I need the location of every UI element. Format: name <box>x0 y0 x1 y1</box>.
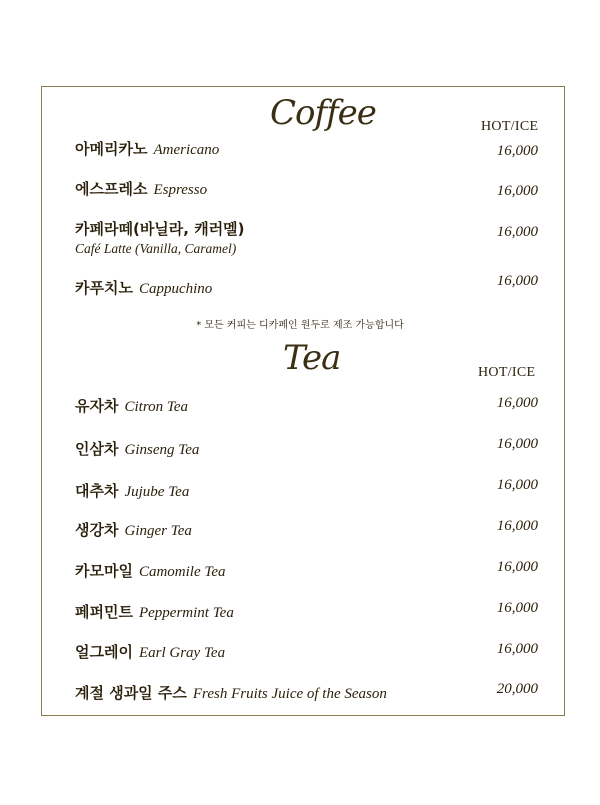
menu-item-jujube-tea <box>75 480 189 501</box>
item-price: 16,000 <box>496 559 538 575</box>
item-name-ko: 인삼차 <box>75 440 119 458</box>
menu-item-camomile-tea <box>75 560 226 581</box>
item-name-en: Cappuchino <box>138 281 213 297</box>
item-name-en: Ginseng Tea <box>124 442 200 458</box>
menu-item-earl-gray-tea <box>75 641 225 662</box>
item-price: 16,000 <box>496 395 538 411</box>
item-price: 16,000 <box>496 183 538 199</box>
item-name-en: Americano <box>153 142 220 158</box>
item-name-ko: 유자차 <box>75 397 119 415</box>
menu-item-cappuchino <box>75 277 212 298</box>
menu-item-espresso <box>75 178 207 199</box>
menu-item-americano <box>75 138 219 159</box>
item-price: 16,000 <box>496 518 538 534</box>
item-price: 16,000 <box>496 273 538 289</box>
item-name-ko: 아메리카노 <box>75 140 148 158</box>
coffee-column-header: HOT/ICE <box>481 119 539 134</box>
item-name-ko: 페퍼민트 <box>75 603 133 621</box>
coffee-heading-text: Coffee <box>270 93 376 133</box>
item-name-ko: 생강차 <box>75 521 119 539</box>
item-price: 16,000 <box>496 143 538 159</box>
item-name-ko: 카푸치노 <box>75 279 133 297</box>
menu-item-cafe-latte <box>75 218 245 257</box>
item-name-en: Earl Gray Tea <box>138 645 226 661</box>
item-name-en: Jujube Tea <box>124 484 190 500</box>
menu-item-fresh-juice <box>75 682 387 703</box>
item-name-ko: 계절 생과일 주스 <box>75 684 187 702</box>
item-name-en: Espresso <box>153 182 208 198</box>
item-price: 16,000 <box>496 477 538 493</box>
item-price: 16,000 <box>496 641 538 657</box>
item-name-en: Fresh Fruits Juice of the Season <box>192 686 387 702</box>
item-price: 16,000 <box>496 600 538 616</box>
item-name-en: Café Latte (Vanilla, Caramel) <box>75 241 237 256</box>
tea-heading-text: Tea <box>283 338 341 378</box>
menu-item-citron-tea <box>75 395 188 416</box>
tea-heading <box>283 338 340 378</box>
item-name-ko: 카모마일 <box>75 562 133 580</box>
coffee-heading <box>270 93 376 133</box>
item-name-ko: 에스프레소 <box>75 180 148 198</box>
item-name-ko: 카페라떼(바닐라, 캐러멜) <box>75 220 245 238</box>
item-name-en: Ginger Tea <box>124 523 192 539</box>
tea-column-header: HOT/ICE <box>478 365 536 380</box>
item-price: 16,000 <box>496 224 538 240</box>
menu-item-peppermint-tea <box>75 601 234 622</box>
decaf-note: * 모든 커피는 디카페인 원두로 제조 가능합니다 <box>196 320 404 331</box>
item-name-en: Citron Tea <box>124 399 188 415</box>
item-name-en: Camomile Tea <box>138 564 226 580</box>
item-price: 20,000 <box>496 681 538 697</box>
item-name-en: Peppermint Tea <box>138 605 234 621</box>
item-name-ko: 얼그레이 <box>75 643 133 661</box>
menu-item-ginseng-tea <box>75 438 199 459</box>
menu-item-ginger-tea <box>75 519 192 540</box>
item-name-ko: 대추차 <box>75 482 119 500</box>
item-price: 16,000 <box>496 436 538 452</box>
